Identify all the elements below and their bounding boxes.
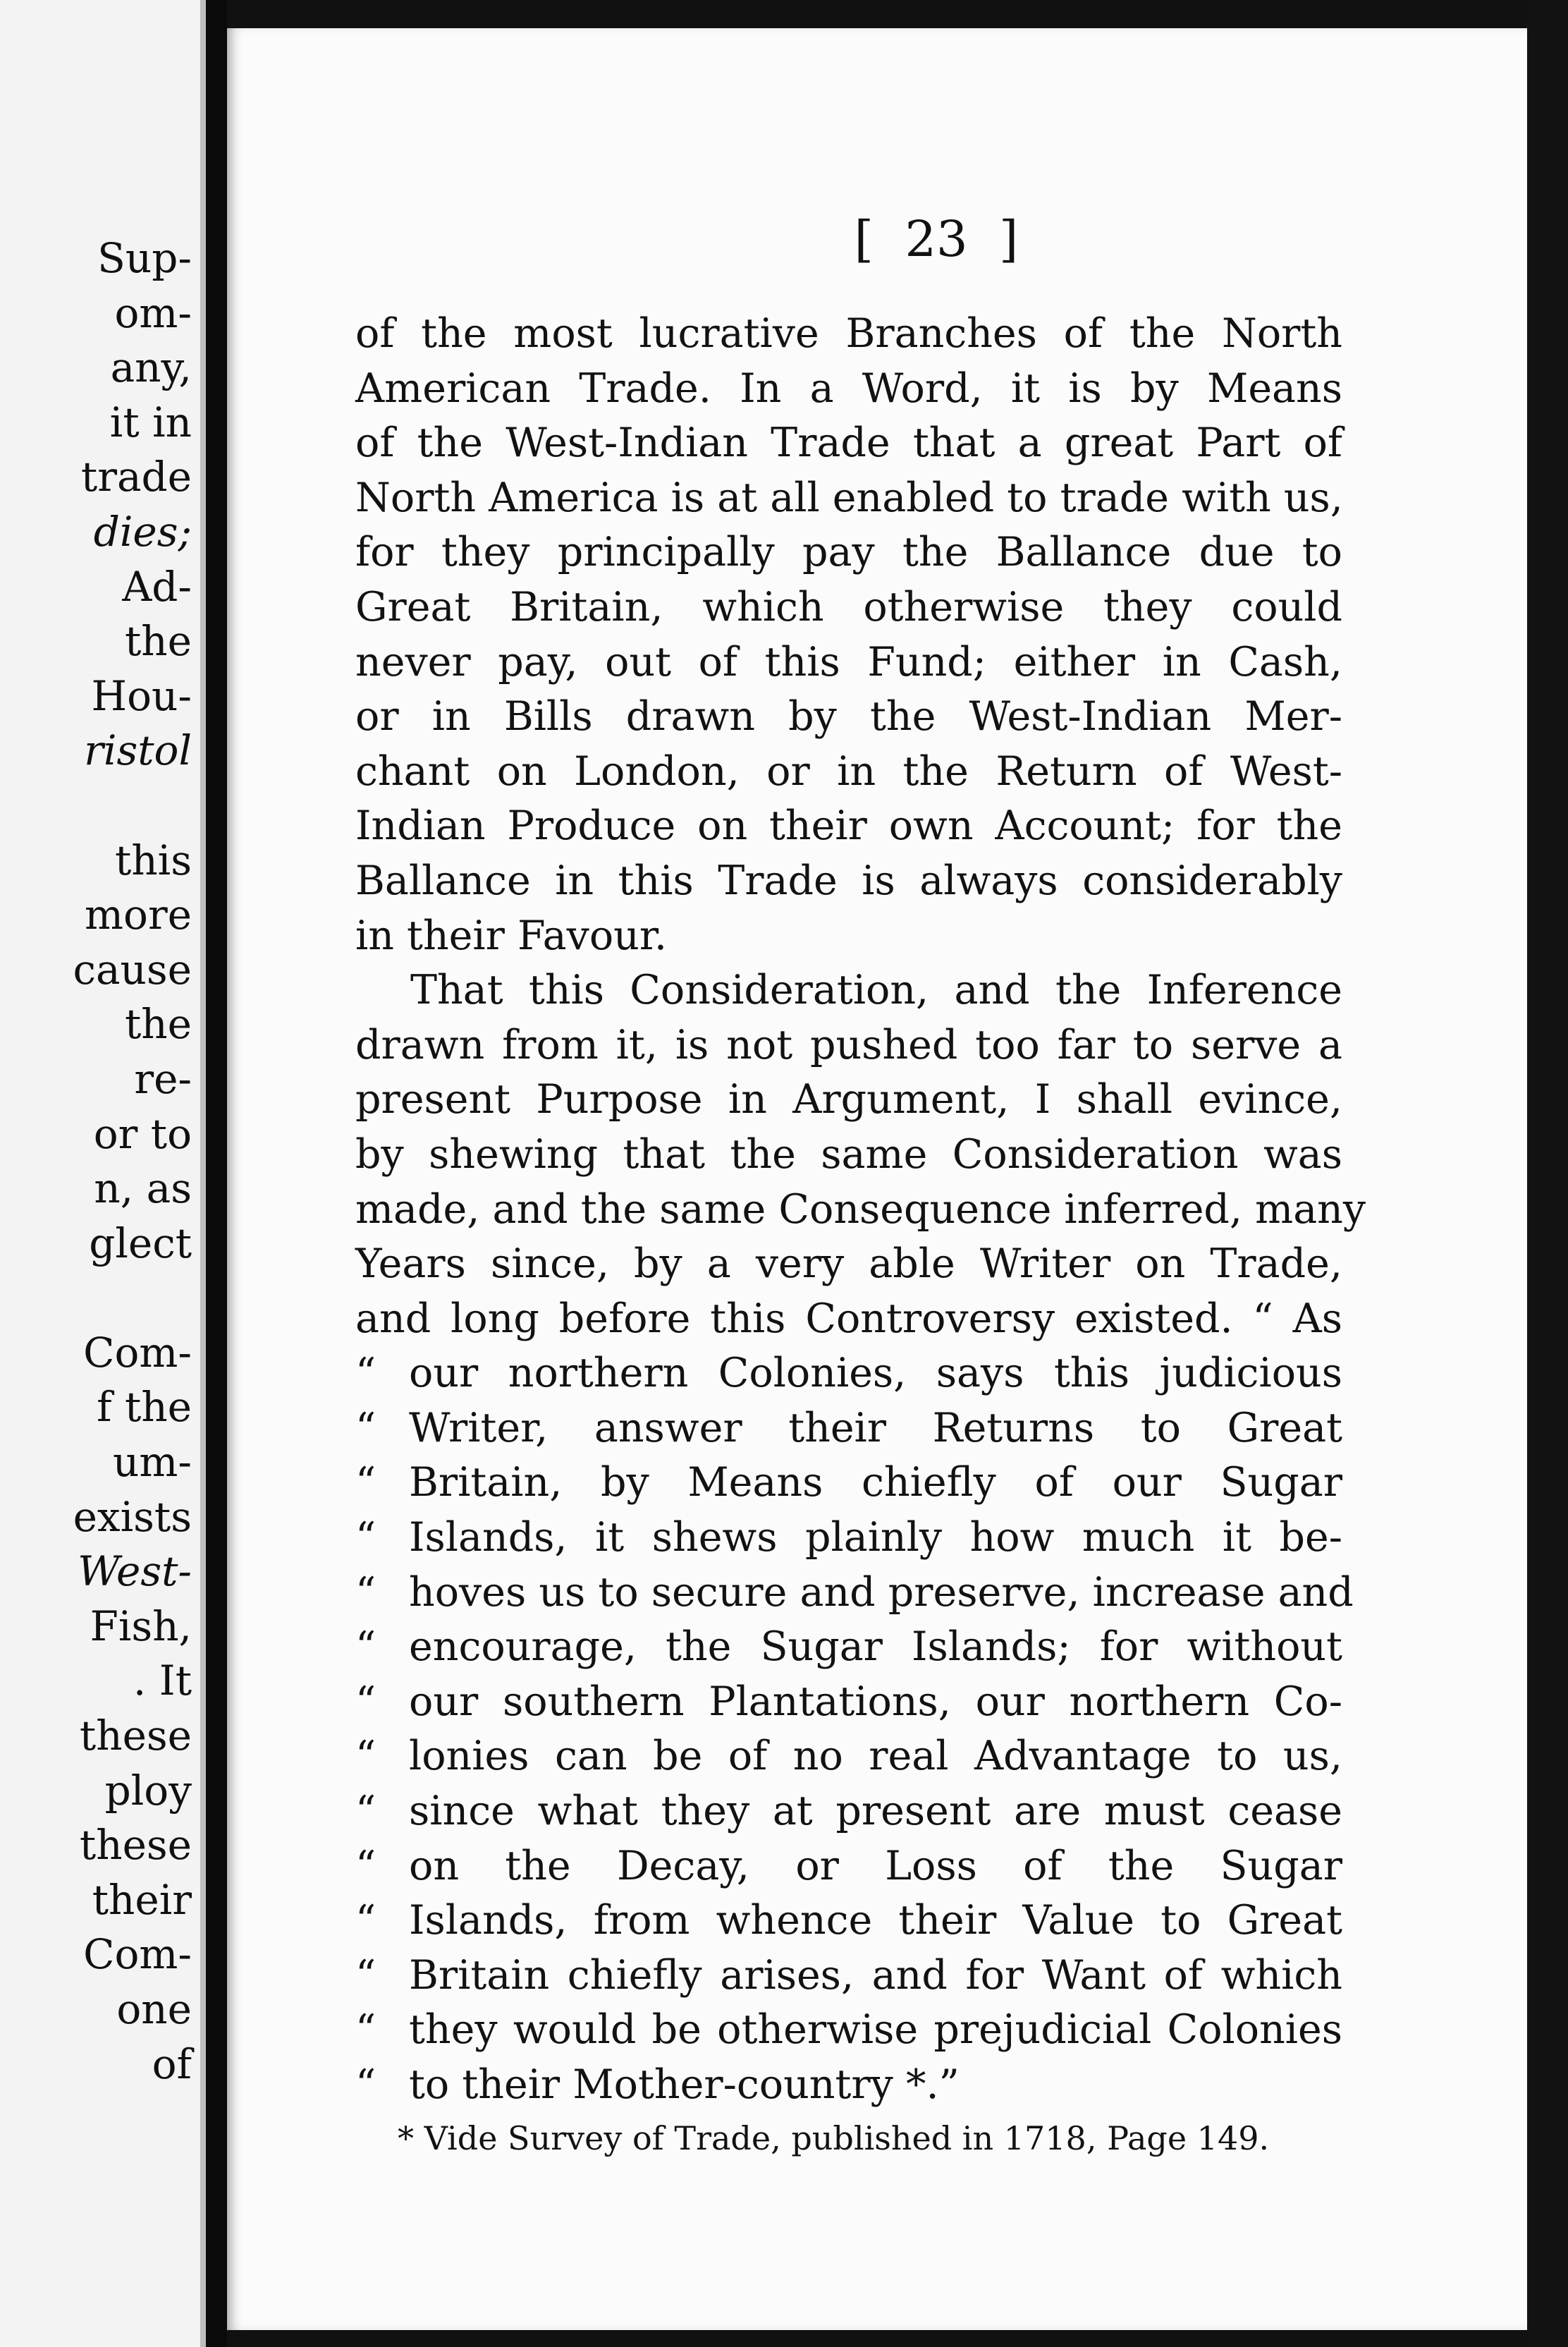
quote-text: they would be otherwise prejudicial Colonies [409,2006,1342,2054]
quote-text: to their Mother-country *.” [409,2061,960,2108]
left-fragment: ristol [84,726,192,775]
left-fragment: ploy [104,1766,192,1815]
text-line: by shewing that the same Consideration was [355,1130,1342,1178]
text-line: present Purpose in Argument, I shall evince, [355,1076,1342,1123]
quote-line [355,1675,1342,1730]
paragraph-first-line: That this Consideration, and the Inference [410,967,1342,1014]
quote-line [355,1729,1342,1784]
text-line: or in Bills drawn by the West-Indian Mer- [355,693,1342,740]
right-page [227,28,1527,2330]
quote-mark: “ [355,1951,376,1999]
left-fragment: or to [93,1109,192,1158]
left-fragment: om- [114,288,192,337]
text-line: made, and the same Consequence inferred, many [355,1185,1366,1233]
left-fragment: their [92,1875,192,1924]
left-fragment: any, [110,343,192,392]
body-text [355,307,1366,2113]
footnote: * Vide Survey of Trade, published in 1718, Page 149. [398,2119,1270,2157]
left-fragment: Hou- [91,671,192,720]
left-fragment: cause [73,945,192,994]
left-page-edge [200,0,206,2347]
text-line: North America is at all enabled to trade with us, [355,474,1343,521]
quote-text: Writer, answer their Returns to Great [409,1404,1342,1451]
text-line: never pay, out of this Fund; either in Cash, [355,638,1342,685]
left-fragment: glect [89,1219,192,1267]
text-line: Ballance in this Trade is always considerably [355,857,1342,904]
quote-mark: “ [355,1404,376,1451]
left-fragment: f the [97,1383,192,1432]
quote-mark: “ [355,1678,376,1725]
quote-mark: “ [355,1897,376,1944]
left-fragment: West- [78,1547,192,1596]
quote-line [355,1346,1342,1401]
left-fragment: it in [109,398,192,446]
quote-line [355,1620,1342,1675]
left-fragment: n, as [94,1164,192,1213]
bracket-open: [ [854,210,874,268]
quote-line [355,2003,1342,2058]
text-line: of the most lucrative Branches of the North [355,310,1342,357]
text-line: Indian Produce on their own Account; for the [355,803,1342,850]
quote-text: since what they at present are must cease [409,1788,1342,1835]
quote-mark: “ [355,1733,376,1780]
quote-line [355,1949,1342,2004]
quote-text: Britain chiefly arises, and for Want of which [409,1951,1342,1999]
quote-mark: “ [355,1459,376,1506]
quote-text: lonies can be of no real Advantage to us, [409,1733,1342,1780]
quote-line [355,1839,1342,1894]
quote-mark: “ [355,2006,376,2054]
quote-line [355,1784,1342,1839]
left-fragment: the [125,1000,192,1049]
page-header [227,210,1527,268]
left-fragment: Com- [83,1328,192,1377]
left-fragment [0,1271,192,1326]
text-line: in their Favour. [355,912,668,959]
quote-mark: “ [355,1350,376,1397]
left-fragment: this [115,836,192,884]
quote-text: Islands, it shews plainly how much it be- [409,1514,1342,1561]
quote-line [355,1456,1342,1511]
left-fragment: re- [134,1054,192,1103]
text-line: and long before this Controversy existed. “ As [355,1295,1342,1342]
quote-text: on the Decay, or Loss of the Sugar [409,1842,1342,1889]
right-scan-edge [1527,0,1568,2347]
left-fragment: Fish, [90,1602,192,1650]
left-fragment: um- [113,1438,192,1487]
left-fragment: the [125,617,192,666]
quote-mark: “ [355,1568,376,1616]
quote-text: encourage, the Sugar Islands; for without [409,1623,1342,1671]
left-page-text [0,231,192,2092]
quote-mark: “ [355,1788,376,1835]
page-number: 23 [905,210,968,268]
left-fragment: Sup- [97,234,192,282]
left-fragment: of [152,2040,192,2088]
left-fragment: dies; [93,507,192,556]
left-fragment [0,779,192,834]
quote-mark: “ [355,2061,376,2108]
bracket-close: ] [999,210,1019,268]
left-fragment: trade [80,453,192,501]
quote-line [355,1511,1342,1566]
left-fragment: these [79,1712,192,1760]
quote-mark: “ [355,1514,376,1561]
quote-text: Britain, by Means chiefly of our Sugar [409,1459,1342,1506]
left-fragment: Com- [83,1930,192,1979]
text-line: for they principally pay the Ballance due to [355,529,1342,576]
quote-line [355,2058,1342,2113]
quote-line [355,1894,1342,1949]
text-line: drawn from it, is not pushed too far to serve a [355,1021,1342,1068]
text-line: chant on London, or in the Return of West- [355,748,1342,795]
quote-line [355,1401,1342,1456]
quote-mark: “ [355,1623,376,1671]
left-fragment: . It [133,1657,192,1705]
text-line: of the West-Indian Trade that a great Part of [355,420,1342,467]
left-fragment: these [79,1821,192,1870]
quote-mark: “ [355,1842,376,1889]
text-line: American Trade. In a Word, it is by Means [355,365,1342,412]
quote-text: our northern Colonies, says this judicious [409,1350,1342,1397]
quote-text: Islands, from whence their Value to Great [409,1897,1342,1944]
text-line: Great Britain, which otherwise they could [355,583,1342,630]
left-fragment: more [85,891,192,939]
quote-line [355,1566,1354,1621]
left-fragment: exists [73,1492,192,1541]
quote-text: hoves us to secure and preserve, increase and [409,1568,1354,1616]
left-fragment: one [116,1985,192,2033]
text-line: Years since, by a very able Writer on Trade, [355,1240,1342,1288]
quote-text: our southern Plantations, our northern Co- [409,1678,1342,1725]
book-spine [206,0,227,2347]
left-page [0,0,206,2347]
left-fragment: Ad- [122,562,192,611]
